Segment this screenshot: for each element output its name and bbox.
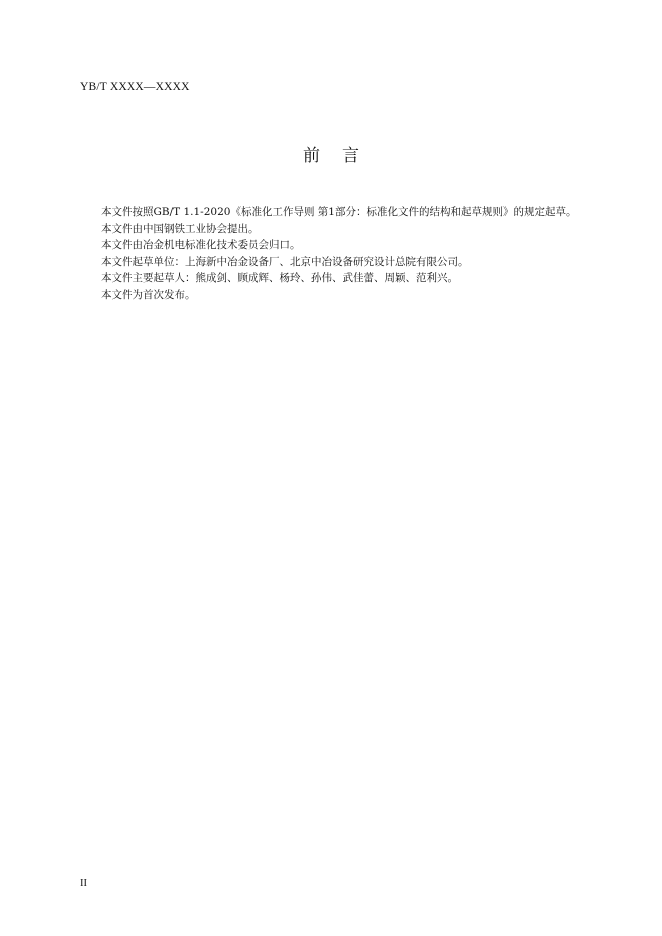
paragraph-drafters: 本文件主要起草人：熊成剑、顾成辉、杨玲、孙伟、武佳蕾、周颖、范利兴。 xyxy=(101,272,458,284)
paragraph-first-release: 本文件为首次发布。 xyxy=(101,288,196,301)
paragraph-committee: 本文件由冶金机电标准化技术委员会归口。 xyxy=(101,239,301,251)
document-code: YB/T XXXX—XXXX xyxy=(80,81,190,93)
paragraph-proposer: 本文件由中国钢铁工业协会提出。 xyxy=(101,222,259,235)
paragraph-drafting-rules: 本文件按照GB/T 1.1-2020《标准化工作导则 第1部分：标准化文件的结构和起草规则》的规定起草。 xyxy=(101,206,577,218)
page-title: 前言 xyxy=(303,146,381,166)
paragraph-drafting-units: 本文件起草单位：上海新中冶金设备厂、北京中冶设备研究设计总院有限公司。 xyxy=(101,255,469,268)
foreword-body xyxy=(80,204,604,303)
page-number: II xyxy=(80,878,87,889)
